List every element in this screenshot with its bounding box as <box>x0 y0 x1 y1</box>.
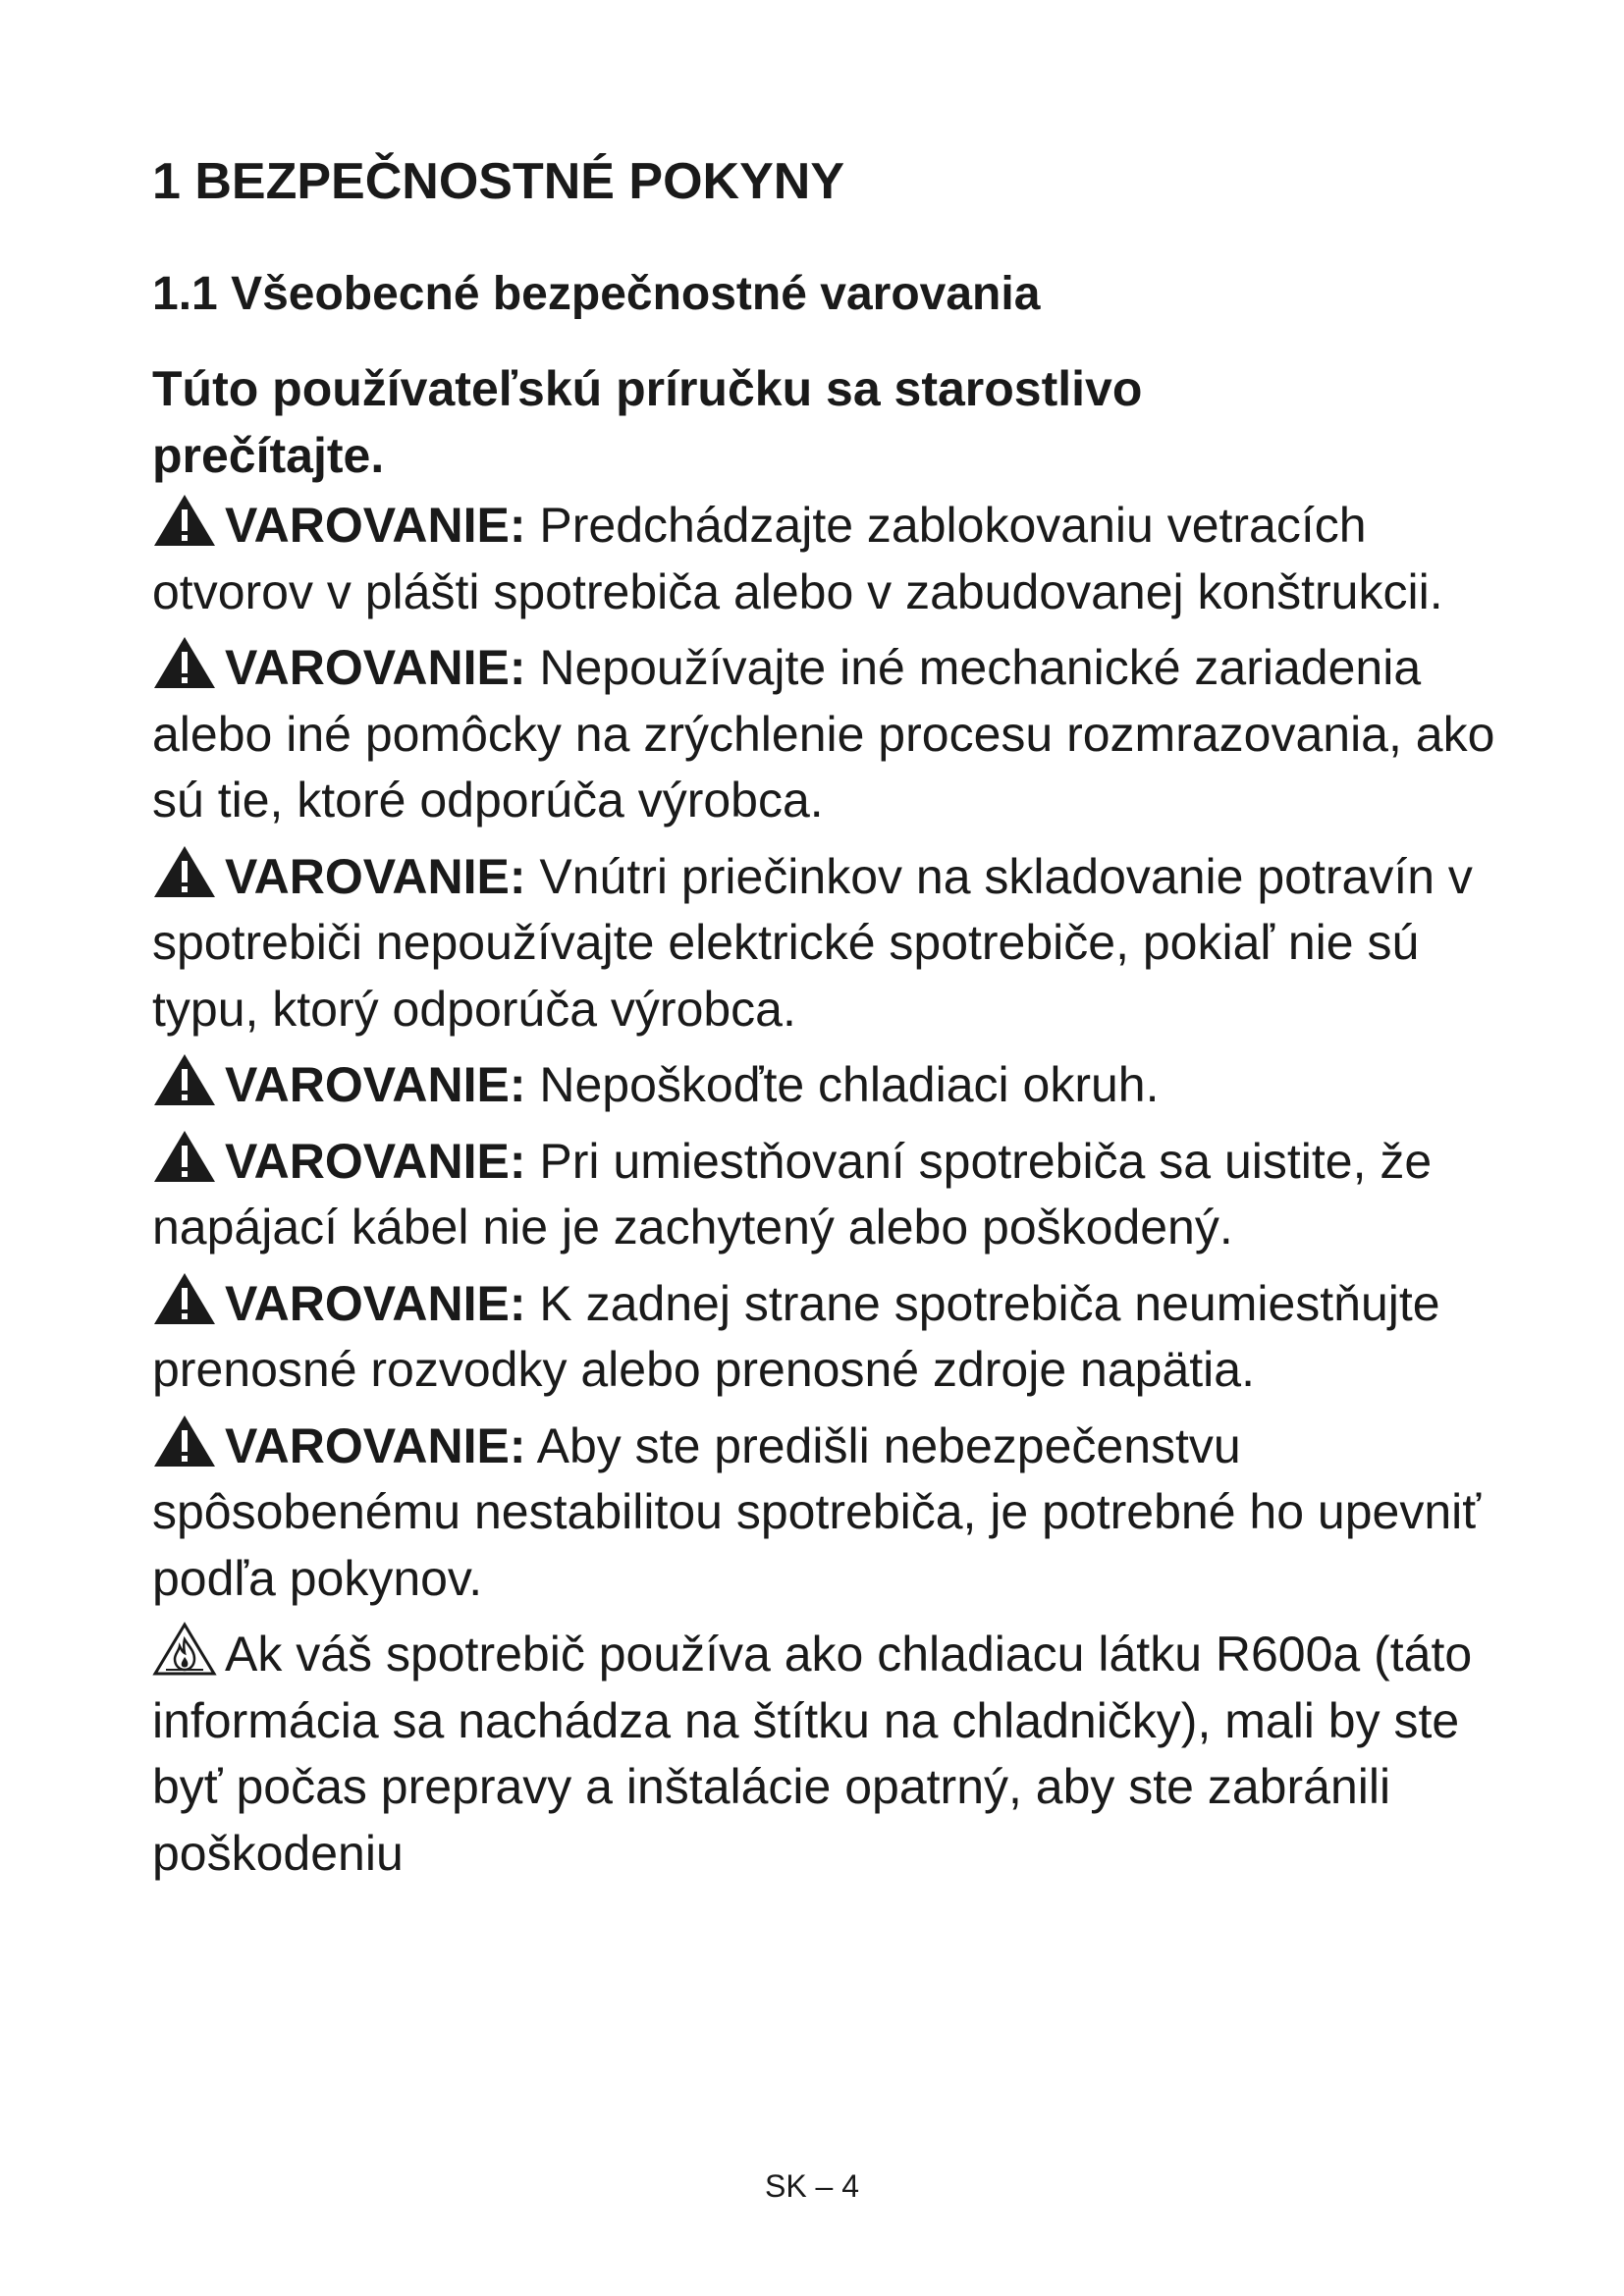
warning-item <box>152 1052 1527 1119</box>
warning-label: VAROVANIE: <box>225 498 526 553</box>
warning-item <box>152 1129 1527 1261</box>
warning-item <box>152 1271 1527 1404</box>
warning-text: Predchádzajte zablokovaniu vetracích otvorov v plášti spotrebiča alebo v zabudovanej konštrukcii. <box>152 498 1443 619</box>
flammable-note-text: Ak váš spotrebič používa ako chladiacu látku R600a (táto informácia sa nachádza na štítku na chladničky), mali by ste byť počas prepravy a inštalácie opatrný, aby ste zabránili poškodeniu <box>152 1627 1473 1881</box>
warning-text: K zadnej strane spotrebiča neumiestňujte prenosné rozvodky alebo prenosné zdroje napätia. <box>152 1275 1440 1397</box>
flammable-triangle-icon <box>152 1622 217 1677</box>
warning-text: Nepoškoďte chladiaci okruh. <box>525 1057 1160 1112</box>
warning-triangle-icon <box>152 635 217 690</box>
warning-label: VAROVANIE: <box>225 1275 526 1331</box>
warning-label: VAROVANIE: <box>225 1057 526 1112</box>
warning-text: Pri umiestňovaní spotrebiča sa uistite, že napájací kábel nie je zachytený alebo poškodený. <box>152 1133 1433 1255</box>
warning-item <box>152 844 1527 1043</box>
flammable-note <box>152 1622 1527 1887</box>
lead-instruction: Túto používateľskú príručku sa starostlivo prečítajte. <box>152 361 1143 483</box>
document-page <box>152 147 1527 1896</box>
warning-triangle-icon <box>152 493 217 548</box>
warning-item <box>152 493 1527 625</box>
warning-item <box>152 635 1527 834</box>
warning-label: VAROVANIE: <box>225 1417 526 1473</box>
subsection-heading: 1.1 Všeobecné bezpečnostné varovania <box>152 268 1041 320</box>
section-heading: 1 BEZPEČNOSTNÉ POKYNY <box>152 153 845 210</box>
warning-triangle-icon <box>152 1271 217 1326</box>
page-number: SK – 4 <box>764 2168 860 2204</box>
warning-triangle-icon <box>152 1052 217 1107</box>
warning-text: Vnútri priečinkov na skladovanie potravín v spotrebiči nepoužívajte elektrické spotrebiče, pokiaľ nie sú typu, ktorý odporúča výrobca. <box>152 848 1473 1037</box>
warning-item <box>152 1414 1527 1613</box>
warning-triangle-icon <box>152 1414 217 1468</box>
warning-label: VAROVANIE: <box>225 640 526 695</box>
warning-triangle-icon <box>152 1129 217 1184</box>
warning-text: Aby ste predišli nebezpečenstvu spôsobenému nestabilitou spotrebiča, je potrebné ho upevniť podľa pokynov. <box>152 1417 1482 1606</box>
warning-triangle-icon <box>152 844 217 899</box>
warning-text: Nepoužívajte iné mechanické zariadenia alebo iné pomôcky na zrýchlenie procesu rozmrazovania, ako sú tie, ktoré odporúča výrobca. <box>152 640 1495 828</box>
warning-label: VAROVANIE: <box>225 1133 526 1189</box>
warning-label: VAROVANIE: <box>225 848 526 904</box>
